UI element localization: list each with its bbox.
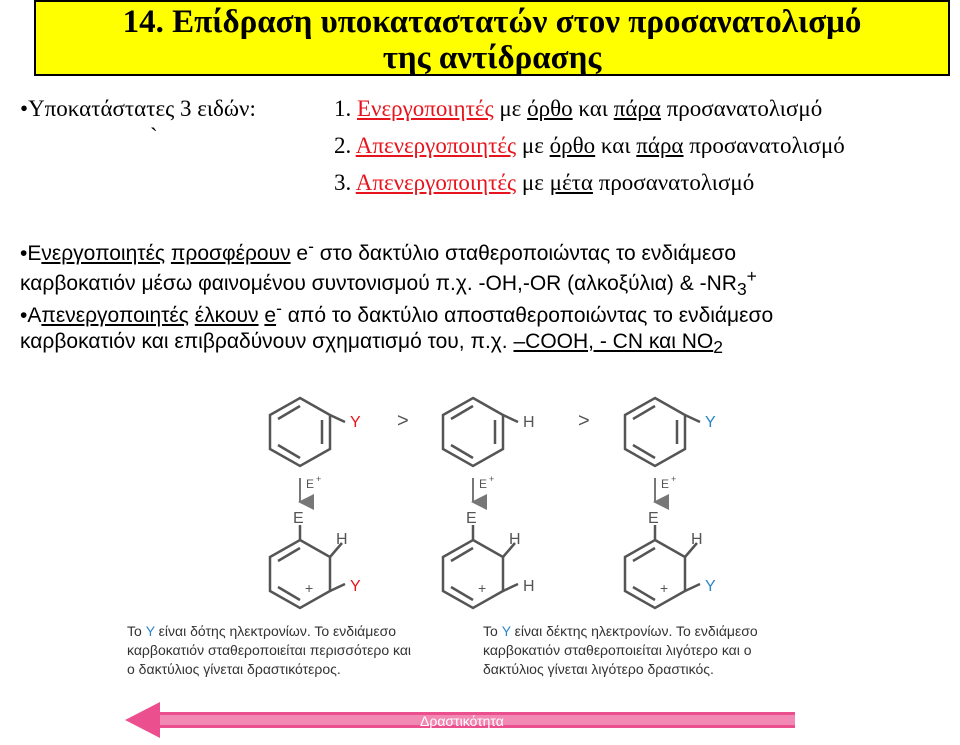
svg-text:H: H: [509, 531, 521, 548]
svg-text:Y: Y: [705, 578, 716, 595]
benzene-y-acceptor: [625, 398, 700, 466]
paragraph-activators-line-2: καρβοκατιόν μέσω φαινομένου συντονισμού π.χ. -OH,-OR (αλκοξύλια) & $-NR_3^+$: [20, 266, 757, 300]
svg-text:+: +: [489, 474, 495, 484]
type-3-name: Απενεργοποιητές: [355, 170, 517, 195]
svg-text:H: H: [336, 531, 348, 548]
svg-text:Y: Y: [350, 578, 361, 595]
bullet: •: [20, 96, 29, 121]
svg-text:+: +: [660, 580, 669, 596]
type-3: 3. Απενεργοποιητές με μέτα προσανατολισμό: [334, 170, 755, 195]
stray-mark: `: [150, 124, 158, 149]
svg-text:+: +: [305, 580, 314, 596]
svg-text:+: +: [478, 580, 487, 596]
type-2-name: Απενεργοποιητές: [355, 133, 517, 158]
svg-text:E: E: [293, 510, 304, 527]
type-2: 2. Απενεργοποιητές με όρθο και πάρα προσανατολισμό: [334, 133, 845, 158]
label-y-donor: Y: [350, 414, 361, 431]
paragraph-deactivators-line-1: •Απενεργοποιητές έλκουν e- από το δακτύλιο αποσταθεροποιώντας το ενδιάμεσο: [20, 298, 774, 327]
svg-text:E: E: [466, 510, 477, 527]
type-1: 1. Ενεργοποιητές με όρθο και πάρα προσανατολισμό: [334, 96, 823, 121]
reaction-arrow-1: [300, 474, 321, 502]
title-line-1: 14. Επίδραση υποκαταστατών στον προσανατολισμό: [122, 4, 862, 40]
reaction-arrow-2: [473, 474, 494, 502]
svg-text:E: E: [479, 477, 488, 491]
benzene-h: [443, 398, 518, 466]
svg-text:E: E: [648, 510, 659, 527]
paragraph-activators-line-1: •Ενεργοποιητές προσφέρουν e- στο δακτύλιο σταθεροποιώντας το ενδιάμεσο: [20, 236, 736, 265]
intro-line: [20, 96, 256, 122]
caption-acceptor: Το Y είναι δέκτης ηλεκτρονίων. Το ενδιάμεσο καρβοκατιόν σταθεροποιείται λιγότερο και ο δακτύλιος γίνεται λιγότερο δραστικός.: [483, 623, 758, 677]
title-line-2: της αντίδρασης: [382, 40, 602, 76]
svg-text:E: E: [306, 477, 315, 491]
paragraph-deactivators-line-2: καρβοκατιόν και επιβραδύνουν σχηματισμό του, π.χ. –COOH, - CN και $NO_2$: [20, 330, 723, 358]
reaction-scheme: [0, 380, 960, 745]
svg-text:H: H: [523, 578, 535, 595]
caption-donor: Το Y είναι δότης ηλεκτρονίων. Το ενδιάμεσο καρβοκατιόν σταθεροποιείται περισσότερο και ο δακτύλιος γίνεται δραστικότερος.: [127, 623, 412, 677]
reactivity-arrow: [125, 702, 795, 738]
svg-text:+: +: [671, 474, 677, 484]
greater-than-1: >: [397, 410, 409, 432]
label-h: H: [523, 414, 535, 431]
reaction-arrow-3: [655, 474, 676, 502]
greater-than-2: >: [578, 410, 590, 432]
benzene-y-donor: [270, 398, 345, 466]
svg-text:+: +: [316, 474, 322, 484]
svg-text:E: E: [661, 477, 670, 491]
svg-text:H: H: [691, 531, 703, 548]
type-1-name: Ενεργοποιητές: [357, 96, 494, 121]
reactivity-label: Δραστικότητα: [420, 713, 504, 729]
label-y-acceptor: Y: [705, 414, 716, 431]
intro-label: Υποκατάστατες 3 ειδών:: [28, 96, 256, 121]
slide-title: [34, 0, 950, 76]
